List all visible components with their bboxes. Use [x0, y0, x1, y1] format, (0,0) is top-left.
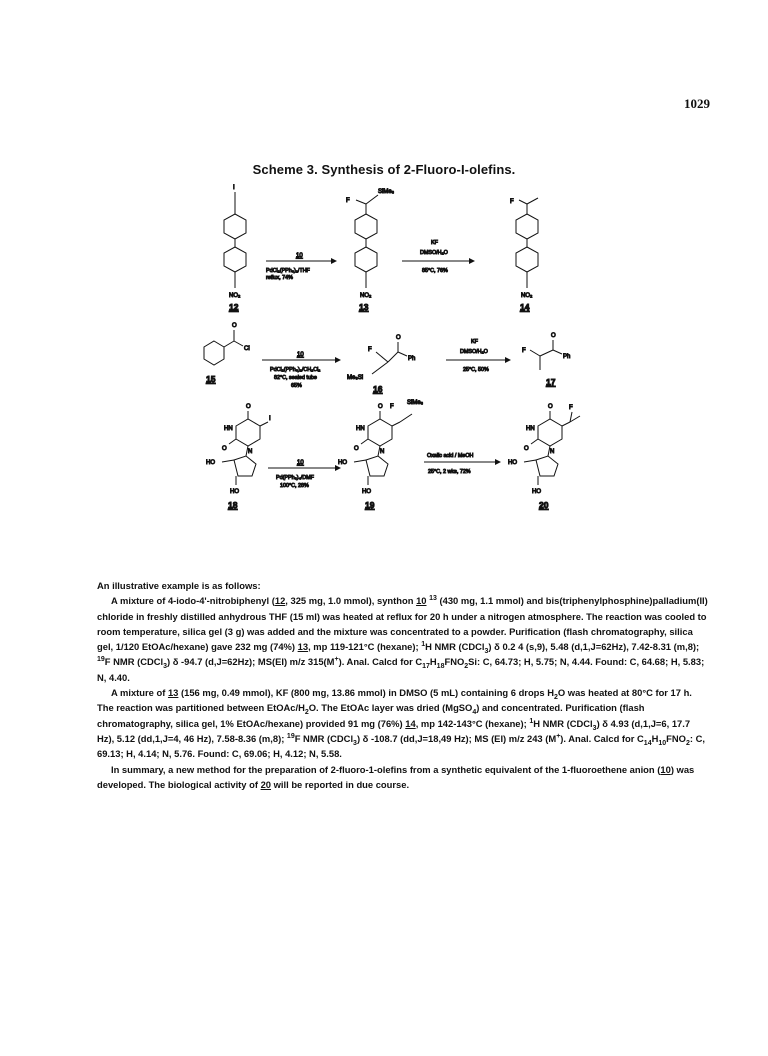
silyl-label: Me₃Si — [347, 375, 364, 381]
hydroxyl-label: HO — [532, 489, 541, 495]
hydroxyl-label: HO — [230, 489, 239, 495]
fluoro-label: F — [569, 405, 573, 411]
condition-label: reflux, 74% — [266, 275, 293, 281]
fluoro-label: F — [346, 198, 350, 204]
paragraph-2 — [97, 685, 709, 761]
subscript: 2 — [304, 709, 309, 717]
paragraph-1 — [97, 593, 709, 685]
subscript: 17 — [422, 663, 430, 671]
subscript: 3 — [163, 663, 168, 671]
condition-label: PdCl₂(PPh₃)₂/THF — [266, 268, 310, 274]
phenyl-label: Ph — [563, 354, 571, 360]
isotope-sup: 19 — [97, 656, 105, 664]
p2-text: A mixture of — [111, 687, 168, 699]
compound-ref: 10 — [660, 763, 671, 775]
oxygen-label: O — [354, 446, 359, 452]
condition-label: PdCl₂(PPh₃)₂/CH₂Cl₂ — [270, 367, 321, 373]
p2-text: ) δ 4.93 (d,1,J=6, 17.7 Hz), 5.12 (dd,1,J=4, 46 Hz), 7.58-8.36 (m,8); — [97, 717, 691, 744]
charge-sup: + — [556, 732, 561, 740]
reaction-scheme — [0, 180, 768, 520]
p2-text: : C, 69.13; H, 4.14; N, 5.76. Found: C, 69.06; H, 4.12; N, 5.58. — [97, 732, 705, 760]
compound-13-structure — [355, 195, 378, 288]
subscript: 2 — [464, 663, 469, 671]
hydroxyl-label: HO — [338, 460, 347, 466]
reagent-label: KF — [431, 240, 438, 246]
nitro-label: NO₂ — [360, 293, 372, 299]
reagent-label: Oxalic acid / MeOH — [427, 453, 474, 459]
compound-label-18: 18 — [228, 500, 238, 510]
compound-16-structure — [372, 342, 407, 374]
condition-label: 25°C, 50% — [463, 367, 489, 373]
fluoro-label: F — [510, 199, 514, 205]
subscript: 3 — [484, 648, 489, 656]
p1-text: FNO — [444, 656, 465, 668]
nitrogen-label: N — [380, 449, 385, 455]
subscript: 2 — [685, 739, 690, 747]
compound-ref: 20 — [260, 778, 272, 790]
compound-12-structure — [224, 192, 246, 288]
p1-text: A mixture of 4-iodo-4'-nitrobiphenyl ( — [111, 595, 275, 607]
compound-ref: 12 — [274, 595, 286, 607]
reagent-label: 10 — [296, 253, 303, 259]
amide-label: HN — [526, 426, 535, 432]
p2-text: (156 mg, 0.49 mmol), KF (800 mg, 13.86 mmol) in DMSO (5 mL) containing 6 drops H — [178, 687, 554, 699]
subscript: 14 — [643, 739, 652, 747]
condition-label: Pd(PPh₃)₄/DMF — [276, 475, 314, 481]
condition-label: 25°C, 2 wks, 72% — [428, 469, 471, 475]
compound-label-19: 19 — [365, 500, 375, 510]
oxygen-label: O — [524, 446, 529, 452]
carbonyl-o-label: O — [378, 404, 383, 410]
condition-label: 65% — [291, 383, 302, 389]
silyl-label: SiMe₃ — [378, 189, 395, 195]
charge-sup: + — [334, 656, 339, 664]
p2-text: F NMR (CDCl — [294, 732, 354, 744]
p1-text: F NMR (CDCl — [104, 656, 164, 668]
p1-text: , 325 mg, 1.0 mmol), synthon — [285, 595, 417, 607]
hydroxyl-label: HO — [362, 489, 371, 495]
fluoro-label: F — [390, 404, 394, 410]
compound-20-structure — [524, 411, 580, 485]
p1-text: ) δ -94.7 (d,J=62Hz); MS(EI) m/z 315(M — [167, 656, 335, 668]
carbonyl-o-label: O — [396, 335, 401, 341]
phenyl-label: Ph — [408, 356, 416, 362]
subscript: 3 — [592, 724, 597, 732]
fluoro-label: F — [522, 348, 526, 354]
silyl-label: SiMe₃ — [407, 400, 424, 406]
p2-text: ) δ -108.7 (dd,J=18,49 Hz); MS (EI) m/z 243 (M — [356, 732, 557, 744]
compound-ref: 14 — [405, 717, 416, 729]
compound-15-structure — [204, 330, 243, 365]
page-number: 1029 — [684, 96, 710, 111]
amide-label: HN — [224, 426, 233, 432]
hydroxyl-label: HO — [206, 460, 215, 466]
nitrogen-label: N — [550, 449, 555, 455]
condition-label: 85°C, 76% — [422, 268, 448, 274]
nitro-label: NO₂ — [229, 293, 241, 299]
p3-text: ) was developed. The biological activity of — [97, 763, 695, 790]
compound-label-20: 20 — [539, 500, 549, 510]
reagent-label: KF — [471, 339, 478, 345]
p2-text: , mp 142-143°C (hexane); — [415, 717, 530, 729]
p1-text: ). Anal. Calcd for C — [338, 656, 423, 668]
isotope-sup: 1 — [421, 641, 426, 649]
p3-text: will be reported in due course. — [271, 778, 410, 790]
compound-ref: 10 — [416, 595, 427, 607]
isotope-sup: 19 — [286, 732, 295, 740]
condition-label: 82°C, sealed tube — [274, 375, 317, 381]
subscript: 2 — [554, 693, 558, 701]
intro-line: An illustrative example is as follows: — [97, 580, 261, 591]
subscript: 4 — [472, 709, 477, 717]
compound-ref: 13 — [297, 641, 309, 653]
scheme-title: Scheme 3. Synthesis of 2-Fluoro-I-olefins. — [252, 162, 516, 177]
p2-text: ) and concentrated. Purification (flash chromatography, silica gel, 1% EtOAc/hexane) provided 91 mg (76%) — [97, 702, 645, 729]
carbonyl-o-label: O — [548, 404, 553, 410]
p1-text: Si: C, 64.73; H, 5.75; N, 4.44. Found: C, 64.68; H, 5.83; N, 4.40. — [97, 656, 705, 683]
compound-label-17: 17 — [546, 377, 556, 387]
carbonyl-o-label: O — [232, 323, 237, 329]
condition-label: 100°C, 28% — [280, 483, 309, 489]
p1-text: ) δ 0.2 4 (s,9), 5.48 (d,1,J=62Hz), 7.42-8.31 (m,8); — [488, 641, 700, 653]
reagent-label: 10 — [297, 352, 304, 358]
isotope-sup: 1 — [529, 717, 534, 725]
reagent-label: DMSO/H₂O — [460, 349, 488, 355]
fluoro-label: F — [368, 347, 372, 353]
subscript: 3 — [353, 739, 357, 747]
paragraph-3 — [97, 762, 709, 793]
p1-text: H — [429, 656, 437, 668]
carbonyl-o-label: O — [246, 404, 251, 410]
compound-18-structure — [222, 411, 268, 485]
p1-text: H NMR (CDCl — [425, 641, 485, 653]
compound-label-15: 15 — [206, 374, 216, 384]
iodo-label: I — [233, 185, 235, 191]
nitro-label: NO₂ — [521, 293, 533, 299]
compound-label-13: 13 — [359, 302, 369, 312]
reagent-label: 10 — [297, 460, 304, 466]
p2-text: O was heated at 80°C for 17 h. The reaction was partitioned between EtOAc/H — [97, 687, 692, 714]
compound-17-structure — [530, 340, 562, 370]
compound-label-16: 16 — [373, 384, 383, 394]
compound-19-structure — [354, 411, 412, 485]
subscript: 18 — [436, 663, 445, 671]
carbonyl-o-label: O — [551, 333, 556, 339]
reference-number: 13 — [429, 595, 437, 603]
nitrogen-label: N — [248, 449, 253, 455]
p2-text: H NMR (CDCl — [533, 717, 593, 729]
compound-label-12: 12 — [229, 302, 239, 312]
p2-text: FNO — [666, 732, 686, 744]
p2-text: H — [651, 732, 659, 744]
iodo-label: I — [269, 416, 271, 422]
chloro-label: Cl — [244, 346, 250, 352]
subscript: 10 — [658, 739, 667, 747]
compound-label-14: 14 — [520, 302, 530, 312]
compound-14-structure — [516, 198, 538, 288]
p2-text: ). Anal. Calcd for C — [560, 732, 644, 744]
p1-text: , mp 119-121°C (hexane); — [308, 641, 422, 653]
oxygen-label: O — [222, 446, 227, 452]
compound-ref: 13 — [167, 687, 179, 699]
amide-label: HN — [356, 426, 365, 432]
p2-text: O. The EtOAc layer was dried (MgSO — [308, 702, 473, 714]
body-text — [97, 578, 709, 792]
p1-text: (430 mg, 1.1 mmol) and bis(triphenylphosphine)palladium(II) chloride in freshly distilled anhydrous THF (15 ml) was heated at reflux for 20 h under a nitrogen atmosphere. The reaction was cooled to room temperature, silica gel (3 g) was added and the mixture was concentrated to a powder. Purification (flash chromatography, silica gel, 1/120 EtOAc/hexane) gave 232 mg (74%) — [97, 595, 708, 653]
p3-text: In summary, a new method for the preparation of 2-fluoro-1-olefins from a synthetic equivalent of the 1-fluoroethene anion ( — [111, 763, 661, 775]
hydroxyl-label: HO — [508, 460, 517, 466]
reagent-label: DMSO/H₂O — [420, 250, 448, 256]
